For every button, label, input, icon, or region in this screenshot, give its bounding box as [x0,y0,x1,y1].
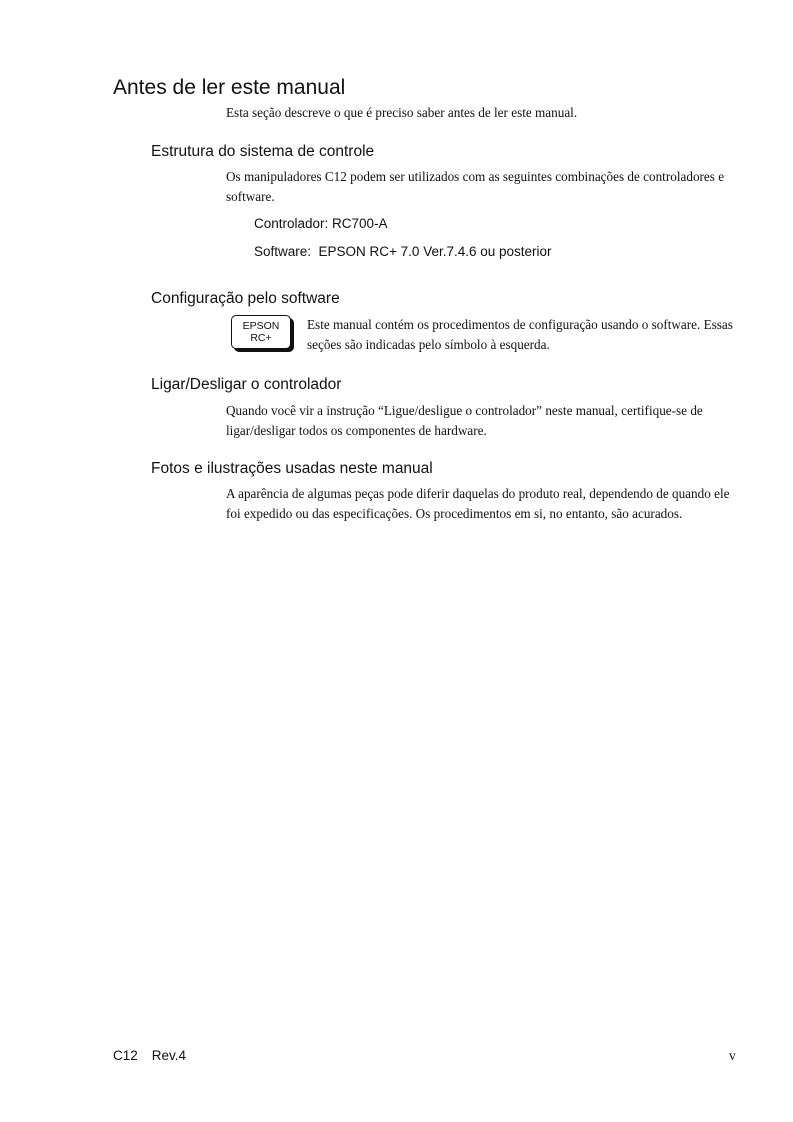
section-heading-software-config: Configuração pelo software [151,290,340,307]
footer-left [113,1048,186,1063]
section-body-software-config: Este manual contém os procedimentos de configuração usando o software. Essas seções são indicadas pelo símbolo à esquerda. [307,317,733,352]
section-heading-power: Ligar/Desligar o controlador [151,376,342,393]
epson-rc-badge-icon [231,315,291,349]
page-number: v [729,1048,736,1063]
section-body-photos: A aparência de algumas peças pode diferir daquelas do produto real, dependendo de quando ele foi expedido ou das especificações. Os procedimentos em si, no entanto, são acurados. [226,486,730,521]
intro-text: Esta seção descreve o que é preciso saber antes de ler este manual. [226,105,578,120]
section-heading-control-system: Estrutura do sistema de controle [151,143,375,160]
badge-line-rc: RC+ [250,332,272,344]
software-spec: Software: EPSON RC+ 7.0 Ver.7.4.6 ou posterior [254,244,552,259]
footer-model: C12 [113,1048,138,1063]
badge-line-epson: EPSON [242,320,280,332]
section-heading-photos: Fotos e ilustrações usadas neste manual [151,460,433,477]
section-body-power: Quando você vir a instrução “Ligue/desligue o controlador” neste manual, certifique-se de ligar/desligar todos os componentes de hardware. [226,403,703,438]
footer-revision: Rev.4 [151,1048,187,1063]
section-body-control-system: Os manipuladores C12 podem ser utilizados com as seguintes combinações de controladores e software. [226,169,725,204]
page-title: Antes de ler este manual [113,76,346,99]
controller-spec: Controlador: RC700-A [254,216,388,231]
